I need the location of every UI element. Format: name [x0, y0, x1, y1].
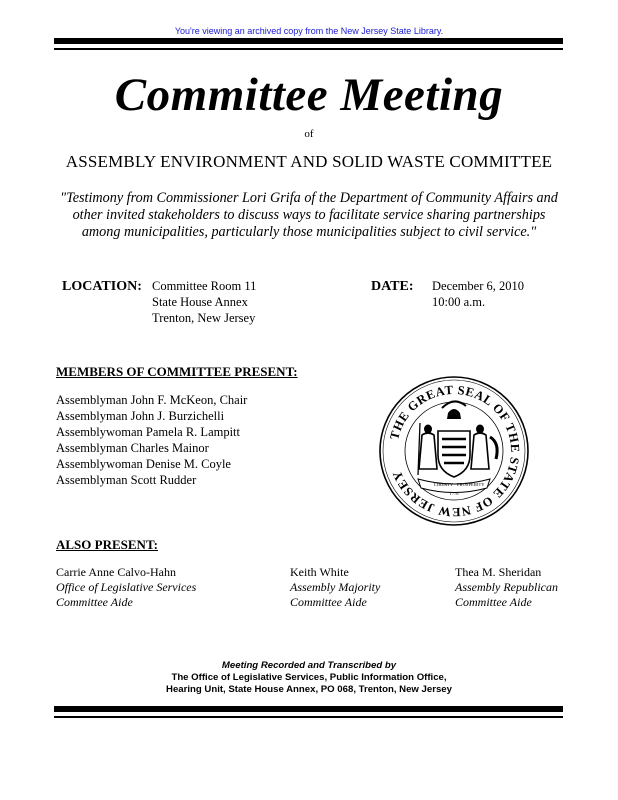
members-heading: MEMBERS OF COMMITTEE PRESENT:: [56, 364, 298, 379]
bottom-rule-thin: [54, 716, 563, 718]
transcription-footer: [0, 660, 618, 696]
also-present-heading: ALSO PRESENT:: [56, 537, 158, 552]
committee-name: ASSEMBLY ENVIRONMENT AND SOLID WASTE COMMITTEE: [65, 152, 553, 171]
top-rule-thick: [54, 38, 563, 44]
staff-office: Assembly Majority: [290, 580, 381, 594]
staff-entry: [455, 565, 558, 610]
top-rule-thin: [54, 48, 563, 50]
member-item: Assemblyman John F. McKeon, Chair: [56, 393, 248, 407]
meeting-subject: "Testimony from Commissioner Lori Grifa of the Department of Community Affairs and other invited stakeholders to discuss ways to facilitate service sharing partnerships among municipalities, particularly those municipalities subject to civil service.": [60, 190, 558, 240]
seal-motto-left: LIBERTY: [434, 482, 454, 487]
member-item: Assemblywoman Pamela R. Lampitt: [56, 425, 241, 439]
member-item: Assemblywoman Denise M. Coyle: [56, 457, 231, 471]
member-item: Assemblyman John J. Burzichelli: [56, 409, 225, 423]
staff-entry: [56, 565, 196, 610]
date-label: DATE:: [371, 279, 414, 294]
member-item: Assemblyman Scott Rudder: [56, 473, 197, 487]
location-details: [152, 278, 256, 326]
date-line: 10:00 a.m.: [432, 295, 486, 309]
staff-office: Assembly Republican: [455, 580, 558, 594]
staff-name: Carrie Anne Calvo-Hahn: [56, 565, 176, 579]
seal-year: 1776: [449, 491, 459, 496]
archive-notice: You're viewing an archived copy from the New Jersey State Library.: [174, 26, 444, 36]
staff-name: Thea M. Sheridan: [455, 565, 542, 579]
staff-role: Committee Aide: [290, 595, 367, 609]
document-title: Committee Meeting: [114, 69, 504, 121]
staff-role: Committee Aide: [56, 595, 133, 609]
state-seal-icon: [378, 375, 530, 527]
staff-name: Keith White: [290, 565, 349, 579]
bottom-rule-thick: [54, 706, 563, 712]
seal-motto-right: PROSPERITY: [457, 482, 485, 487]
footer-line: The Office of Legislative Services, Public Information Office,: [171, 672, 447, 683]
date-details: [432, 278, 524, 310]
date-line: December 6, 2010: [432, 279, 524, 293]
location-label: LOCATION:: [62, 279, 142, 294]
member-item: Assemblyman Charles Mainor: [56, 441, 209, 455]
staff-role: Committee Aide: [455, 595, 532, 609]
location-line: Committee Room 11: [152, 279, 257, 293]
seal-text: THE GREAT SEAL OF THE STATE OF NEW JERSEY: [387, 382, 523, 520]
of-label: of: [304, 128, 314, 140]
members-list: [56, 392, 247, 488]
staff-office: Office of Legislative Services: [56, 580, 197, 594]
footer-line: Hearing Unit, State House Annex, PO 068, Trenton, New Jersey: [166, 684, 452, 695]
staff-entry: [290, 565, 380, 610]
footer-line: Meeting Recorded and Transcribed by: [221, 660, 397, 671]
location-line: Trenton, New Jersey: [152, 311, 256, 325]
location-line: State House Annex: [152, 295, 248, 309]
